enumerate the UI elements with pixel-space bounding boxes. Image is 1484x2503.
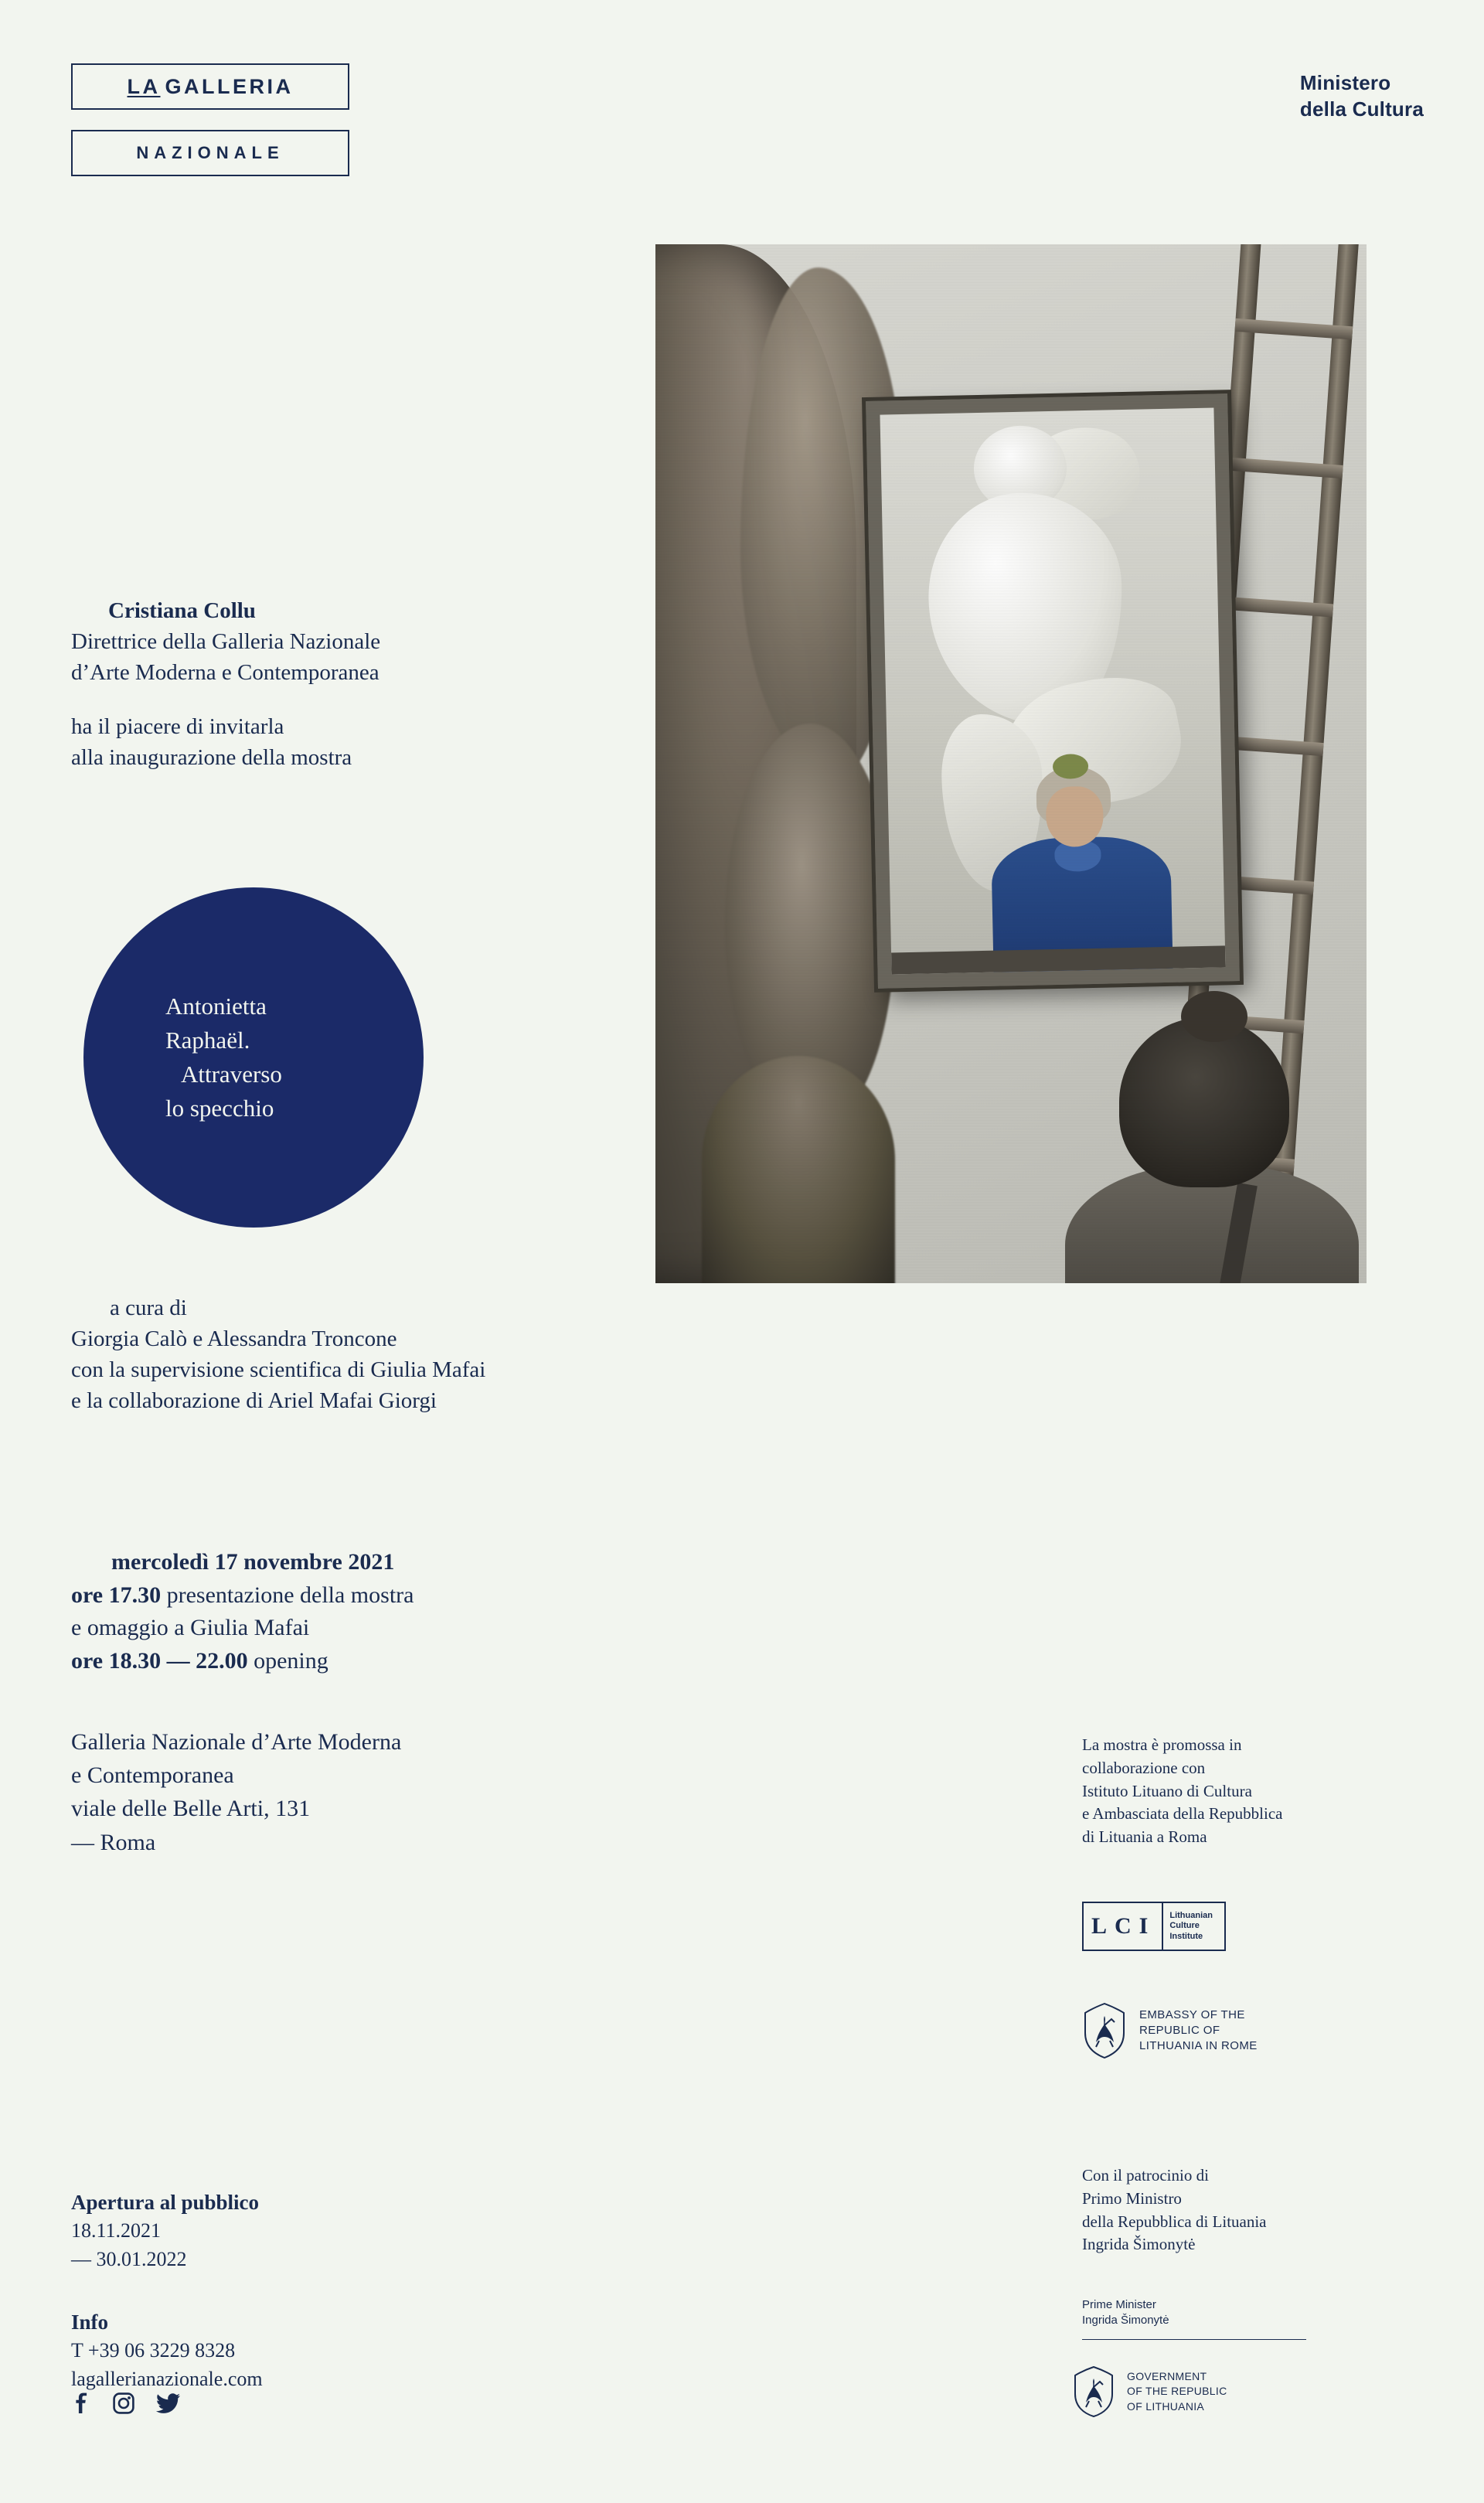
lci-name: [1163, 1911, 1213, 1943]
public-opening-title: Apertura al pubblico: [71, 2191, 260, 2214]
lci-name-line-2: Culture: [1169, 1921, 1200, 1931]
event-date: mercoledì 17 novembre 2021: [111, 1549, 395, 1575]
government-line-1: GOVERNMENT: [1127, 2370, 1207, 2383]
embassy-line-2: REPUBLIC OF: [1139, 2023, 1220, 2037]
embassy-name: [1139, 2008, 1258, 2054]
invitation-line-2: alla inaugurazione della mostra: [71, 745, 352, 771]
curators-block: [71, 1292, 659, 1416]
director-role-line-1: Direttrice della Galleria Nazionale: [71, 629, 381, 655]
exhibition-title-line-1: Antonietta: [165, 992, 267, 1020]
exhibition-title-circle: [83, 887, 424, 1228]
exhibition-title-line-4: lo specchio: [165, 1095, 274, 1122]
government-line-2: OF THE REPUBLIC: [1127, 2385, 1227, 2398]
government-of-lithuania-logo: [1071, 2365, 1227, 2418]
prime-minister-name: Ingrida Šimonytė: [1082, 2314, 1169, 2328]
curators-line-3: e la collaborazione di Ariel Mafai Giorgi: [71, 1388, 437, 1414]
director-name: Cristiana Collu: [108, 598, 256, 623]
photo-grain-overlay: [655, 244, 1367, 1283]
social-links: [71, 2392, 181, 2414]
ministry-line-1: Ministero: [1299, 71, 1391, 94]
lithuanian-culture-institute-logo: [1082, 1902, 1226, 1951]
gallery-logo: [71, 63, 349, 196]
patronage-line-1: Con il patrocinio di: [1082, 2166, 1209, 2185]
venue-line-3: viale delle Belle Arti, 131: [71, 1796, 311, 1822]
public-opening-from: 18.11.2021: [71, 2219, 162, 2242]
curators-line-1: Giorgia Calò e Alessandra Troncone: [71, 1326, 397, 1352]
embassy-logo: [1081, 2002, 1258, 2059]
facebook-icon[interactable]: [71, 2392, 91, 2414]
info-phone[interactable]: T +39 06 3229 8328: [71, 2339, 236, 2362]
embassy-line-3: LITHUANIA IN ROME: [1139, 2039, 1258, 2053]
exhibition-title-line-2: Raphaël.: [165, 1026, 250, 1054]
public-opening-to: — 30.01.2022: [71, 2248, 187, 2271]
info-website[interactable]: lagallerianazionale.com: [71, 2368, 263, 2391]
patronage-line-4: Ingrida Šimonytė: [1082, 2235, 1196, 2254]
embassy-line-1: EMBASSY OF THE: [1139, 2008, 1245, 2021]
lci-monogram: LCI: [1084, 1903, 1163, 1950]
government-line-3: OF LITHUANIA: [1127, 2399, 1205, 2413]
public-opening-block: [71, 2188, 566, 2274]
twitter-icon[interactable]: [156, 2392, 181, 2414]
promoters-line-2: collaborazione con: [1082, 1758, 1206, 1777]
patronage-line-3: della Repubblica di Lituania: [1082, 2212, 1267, 2231]
invitation-text: [71, 595, 597, 773]
prime-minister-credit: [1082, 2297, 1314, 2329]
government-name: [1127, 2369, 1227, 2413]
venue-line-4: — Roma: [71, 1829, 156, 1855]
event-homage: e omaggio a Giulia Mafai: [71, 1615, 310, 1641]
patronage-text: [1082, 2164, 1414, 2256]
instagram-icon[interactable]: [113, 2392, 134, 2414]
ministry-logo: [1300, 70, 1424, 123]
lithuania-government-crest-icon: [1071, 2365, 1116, 2418]
patronage-line-2: Primo Ministro: [1082, 2188, 1182, 2208]
logo-galleria-text: GALLERIA: [165, 74, 294, 98]
photo-illustration: [655, 244, 1367, 1283]
logo-box-nazionale: [71, 130, 349, 176]
logo-nazionale-text: NAZIONALE: [136, 143, 284, 162]
curators-line-2: con la supervisione scientifica di Giulia Mafai: [71, 1357, 486, 1383]
venue-line-2: e Contemporanea: [71, 1762, 234, 1789]
event-time-opening: ore 18.30 — 22.00: [71, 1647, 248, 1674]
event-time-presentation-desc: presentazione della mostra: [161, 1582, 414, 1608]
promoters-line-4: e Ambasciata della Repubblica: [1082, 1804, 1283, 1824]
promoters-line-3: Istituto Lituano di Cultura: [1082, 1781, 1252, 1800]
lithuania-coat-of-arms-icon: [1081, 2002, 1128, 2059]
info-block: [71, 2307, 566, 2394]
lci-name-line-3: Institute: [1169, 1931, 1203, 1941]
exhibition-title-line-3: Attraverso: [181, 1061, 282, 1088]
promoters-text: [1082, 1734, 1407, 1849]
divider-line: [1082, 2339, 1306, 2340]
invitation-spacer: [71, 688, 597, 711]
venue-line-1: Galleria Nazionale d’Arte Moderna: [71, 1729, 402, 1755]
exhibition-photo: [655, 244, 1367, 1283]
exhibition-title: [114, 989, 393, 1125]
curators-label: a cura di: [110, 1296, 187, 1320]
lci-name-line-1: Lithuanian: [1169, 1910, 1213, 1920]
venue-block: [71, 1725, 612, 1859]
promoters-line-1: La mostra è promossa in: [1082, 1735, 1242, 1754]
promoters-line-5: di Lituania a Roma: [1082, 1827, 1207, 1847]
logo-la-text: LA: [127, 74, 161, 98]
logo-box-galleria: [71, 63, 349, 110]
event-time-opening-desc: opening: [247, 1647, 328, 1674]
director-role-line-2: d’Arte Moderna e Contemporanea: [71, 660, 380, 686]
event-details: [71, 1546, 659, 1677]
invitation-line-1: ha il piacere di invitarla: [71, 714, 284, 740]
event-time-presentation: ore 17.30: [71, 1582, 162, 1608]
prime-minister-title: Prime Minister: [1082, 2298, 1156, 2311]
info-title: Info: [71, 2311, 109, 2334]
ministry-line-2: della Cultura: [1299, 97, 1424, 121]
